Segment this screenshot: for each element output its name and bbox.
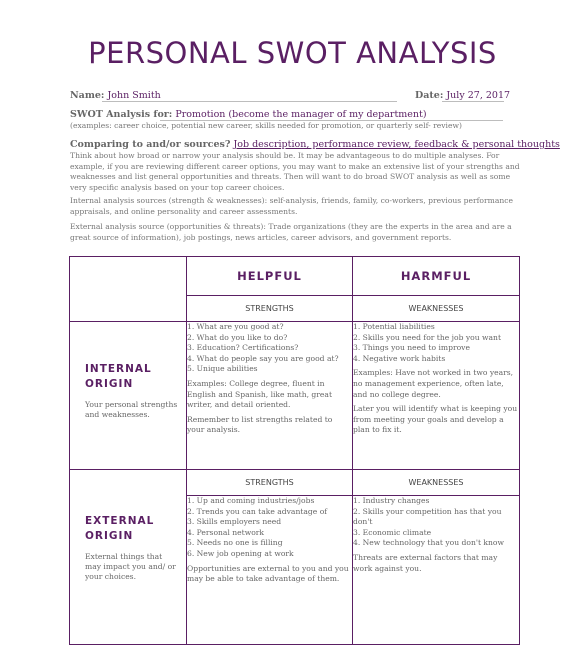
comparing-label: Comparing to and/or sources? — [70, 139, 231, 150]
weaknesses-cell[interactable] — [353, 322, 520, 470]
swot-table — [69, 256, 520, 645]
swot-for-value[interactable]: Promotion (become the manager of my department) — [175, 109, 427, 120]
list-item: 5. Needs no one is filling — [187, 538, 283, 548]
list-item: 3. Things you need to improve — [353, 343, 470, 353]
external-description: External things that may impact you and/ or your choices. — [85, 552, 176, 581]
page-title: PERSONAL SWOT ANALYSIS — [88, 36, 497, 70]
list-item: 3. Education? Certifications? — [187, 343, 299, 353]
internal-description: Your personal strengths and weaknesses. — [85, 400, 178, 419]
external-sources-paragraph: External analysis source (opportunities & threats): Trade organizations (they are the experts in the area and are a great source of information), job postings, news articles, career advisors, and government reports. — [70, 222, 512, 242]
list-item: 1. Up and coming industries/jobs — [187, 496, 315, 505]
weaknesses-note: Later you will identify what is keeping you from meeting your goals and develop a plan to fix it. — [353, 404, 518, 435]
internal-title-2: ORIGIN — [85, 378, 134, 390]
swot-for-label: SWOT Analysis for: — [70, 109, 173, 120]
name-value[interactable]: John Smith — [107, 90, 161, 101]
opportunities-note: Opportunities are external to you and you may be able to take advantage of them. — [187, 563, 349, 584]
swot-for-row — [70, 109, 427, 121]
name-underline — [102, 101, 397, 102]
strengths-cell[interactable] — [187, 322, 353, 470]
internal-title-1: INTERNAL — [85, 363, 152, 375]
date-value[interactable]: July 27, 2017 — [446, 90, 511, 101]
list-item: 1. Industry changes — [353, 496, 430, 505]
external-title-1: EXTERNAL — [85, 515, 155, 527]
list-item: 6. New job opening at work — [187, 548, 294, 558]
threats-cell[interactable] — [353, 496, 520, 645]
internal-origin-cell — [70, 322, 187, 470]
opportunities-cell[interactable] — [187, 496, 353, 645]
list-item: 5. Unique abilities — [187, 364, 258, 374]
list-item: 4. New technology that you don't know — [353, 538, 504, 548]
strengths-note: Remember to list strengths related to your analysis. — [187, 414, 333, 435]
strengths-subheader: STRENGTHS — [187, 296, 353, 322]
strengths-subheader-2: STRENGTHS — [187, 470, 353, 496]
strengths-example: Examples: College degree, fluent in English and Spanish, like math, great writer, and detail oriented. — [187, 378, 333, 410]
list-item: 2. What do you like to do? — [187, 332, 288, 342]
corner-cell — [70, 257, 187, 322]
list-item: 2. Skills you need for the job you want — [353, 332, 501, 342]
list-item: 2. Skills your competition has that you don't — [353, 506, 502, 527]
name-row — [70, 90, 161, 102]
weaknesses-subheader: WEAKNESSES — [353, 296, 520, 322]
helpful-header: HELPFUL — [187, 257, 353, 296]
threats-note: Threats are external factors that may work against you. — [353, 552, 498, 573]
list-item: 4. Personal network — [187, 527, 265, 537]
comparing-row — [70, 139, 560, 151]
date-underline — [442, 101, 504, 102]
date-label: Date: — [415, 90, 444, 101]
weaknesses-example: Examples: Have not worked in two years, no management experience, often late, and no college degree. — [353, 368, 514, 399]
comparing-value[interactable]: Job description, performance review, feedback & personal thoughts — [233, 139, 560, 150]
external-title-2: ORIGIN — [85, 530, 134, 542]
internal-sources-paragraph: Internal analysis sources (strength & weaknesses): self-analysis, friends, family, co-workers, previous performance appraisals, and online personality and career assessments. — [70, 196, 513, 216]
list-item: 1. What are you good at? — [187, 322, 284, 331]
swot-for-examples: (examples: career choice, potential new career, skills needed for promotion, or quarterly self- review) — [70, 121, 462, 130]
list-item: 1. Potential liabilities — [353, 322, 435, 331]
list-item: 2. Trends you can take advantage of — [187, 506, 328, 516]
list-item: 3. Skills employers need — [187, 517, 282, 527]
intro-paragraph: Think about how broad or narrow your analysis should be. It may be advantageous to do multiple analyses. For example, if you are reviewing different career options, you may want to make an extensive list of your strengths and weaknesses and list general opportunities and threats. Then will want to do broad SWOT analysis as well as some very specific analysis based on your top career choices. — [70, 151, 520, 192]
name-label: Name: — [70, 90, 105, 101]
date-row — [415, 90, 510, 102]
list-item: 3. Economic climate — [353, 527, 432, 537]
list-item: 4. What do people say you are good at? — [187, 353, 339, 363]
weaknesses-subheader-2: WEAKNESSES — [353, 470, 520, 496]
external-origin-cell — [70, 470, 187, 645]
list-item: 4. Negative work habits — [353, 353, 446, 363]
harmful-header: HARMFUL — [353, 257, 520, 296]
